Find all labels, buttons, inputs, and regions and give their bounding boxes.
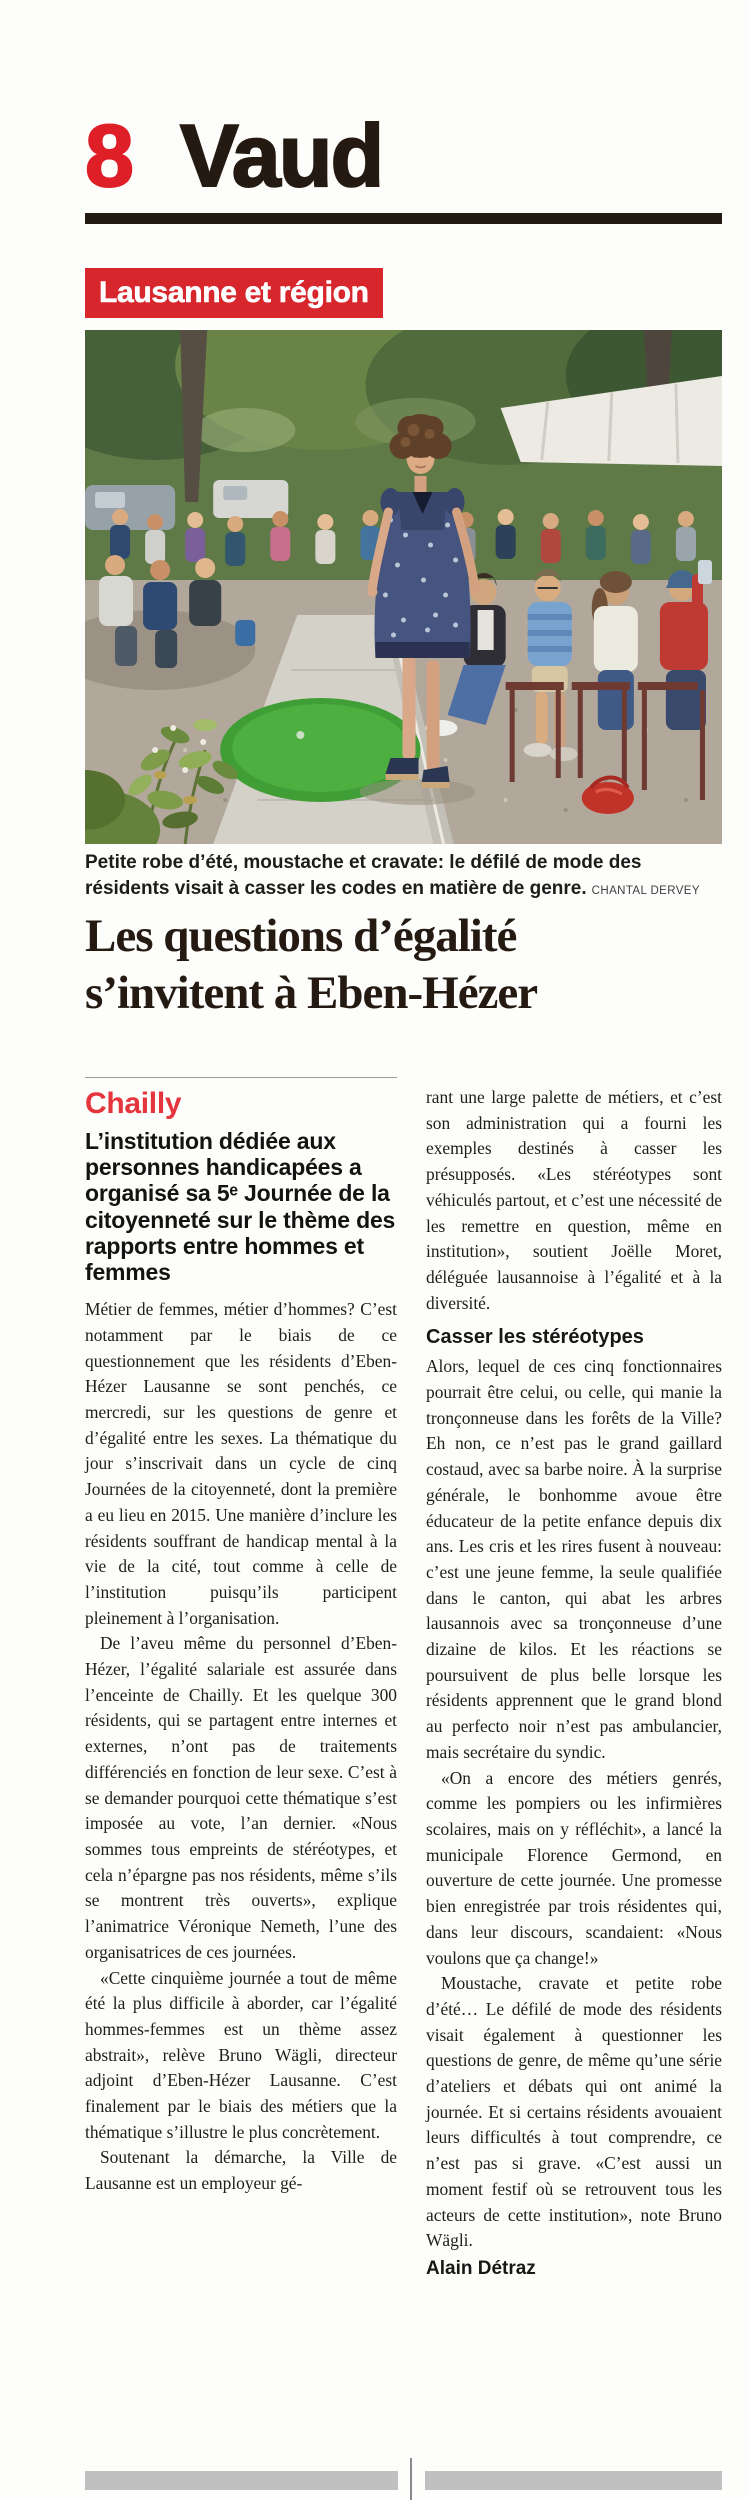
headline-line-1: Les questions d’égalité [85,910,517,962]
next-section-bar-left [85,2471,398,2490]
photo-credit: CHANTAL DERVEY [591,885,700,897]
article-byline: Alain Détraz [426,2257,536,2279]
next-section-bar-right [425,2471,722,2490]
article-lede: L’institution dédiée aux personnes handicapées a organisé sa 5ᵉ Journée de la citoyenneté sur le thème des rapports entre hommes et femmes [85,1128,396,1286]
article-photo [85,330,722,844]
article-paragraph: rant une large palette de métiers, et c’est son administration qui a fourni les exemples destinés à casser les présupposés. «Les stéréotypes sont véhiculés partout, et c’est une nécessité de les remettre en question, même en institution», soutient Joëlle Moret, déléguée lausannoise à l’égalité et à la diversité. [426,1087,722,1313]
article-columns [85,1085,722,2281]
article-body-left [85,1297,397,2197]
article-column-left [85,1085,397,2281]
photo-caption-text: Petite robe d’été, moustache et cravate: le défilé de mode des résidents visait à casser les codes en matière de genre. [85,852,642,899]
article-body-right-top [426,1085,722,1316]
region-banner: Lausanne et région [85,268,383,318]
next-section-divider [410,2458,412,2500]
article-paragraph: Métier de femmes, métier d’hommes? C’est notamment par le biais de ce questionnement que les résidents d’Eben-Hézer Lausanne se sont penchés, ce mercredi, sur les questions de genre et d’égalité entre les sexes. La thématique du jour s’inscrivait dans un cycle de cinq Journées de la citoyenneté, dont la première a eu lieu en 2015. Une manière d’inclure les résidents souffrant de handicap mental à la vie de la cité, tout comme à celle de l’institution puisqu’ils participent pleinement à l’organisation. [85,1299,397,1628]
article-body-right-bottom [426,1354,722,2254]
article-paragraph: Alors, lequel de ces cinq fonctionnaires pourrait être celui, ou celle, qui manie la tronçonneuse dans les forêts de la Ville? Eh non, ce n’est pas le grand gaillard costaud, avec sa barbe noire. À la surprise générale, le bonhomme avoue être éducateur de la petite enfance depuis dix ans. Les cris et les rires fusent à nouveau: c’est une jeune femme, la seule qualifiée dans le canton, qui abat les arbres lausannois avec sa tronçonneuse d’une dizaine de kilos. Et les réactions se poursuivent de plus belle lorsque les résidents apprennent que le grand blond au perfecto noir n’est pas ambulancier, mais secrétaire du syndic. [426,1356,722,1762]
section-title: Vaud [179,106,383,205]
page-number: 8 [85,106,132,205]
article-kicker: Chailly [85,1087,182,1120]
article-paragraph: «On a encore des métiers genrés, comme les pompiers ou les infirmières scolaires, mais on y réfléchit», a lancé la municipale Florence Germond, en ouverture de cette journée. Une promesse bien enregistrée par trois résidentes qui, dans leur discours, scandaient: «Nous voulons que ça change!» [426,1767,722,1968]
kicker-rule [85,1077,397,1078]
article-paragraph: Moustache, cravate et petite robe d’été… Le défilé de mode des résidents visait également à questionner les questions de genre, de même qu’une série d’ateliers et débats qui ont animé la journée. Et si certains résidents avouaient leurs difficultés à tout comprendre, ce n’est pas si grave. «C’est aussi un moment festif où se retrouvent tous les acteurs de cette institution», note Bruno Wägli. [426,1973,722,2251]
masthead-rule [85,213,722,224]
article-headline [85,908,722,1022]
article-paragraph: «Cette cinquième journée a tout de même été la plus difficile à aborder, car l’égalité hommes-femmes est un thème assez abstrait», relève Bruno Wägli, directeur adjoint d’Eben-Hézer Lausanne. C’est finalement par le biais des métiers que la thématique s’illustre le plus concrètement. [85,1967,397,2142]
article-paragraph: De l’aveu même du personnel d’Eben-Hézer, l’égalité salariale est assurée dans l’enceinte de Chailly. Et les quelque 300 résidents, qui se partagent entre internes et externes, n’ont pas de traitements différenciés en fonction de leur sexe. C’est à se demander pourquoi cette thématique s’est imposée au vote, l’an dernier. «Nous sommes tous empreints de stéréotypes, et cela n’épargne pas nos résidents, même s’ils se montrent très ouverts», explique l’animatrice Véronique Nemeth, l’une des organisatrices de ces journées. [85,1633,397,1962]
masthead [85,106,383,205]
photo-caption [85,850,722,904]
article-paragraph: Soutenant la démarche, la Ville de Lausanne est un employeur gé- [85,2147,397,2194]
article-column-right [426,1085,722,2281]
headline-line-2: s’invitent à Eben-Hézer [85,967,538,1019]
photo-illustration [85,330,722,844]
article-subhead: Casser les stéréotypes [426,1326,644,1349]
